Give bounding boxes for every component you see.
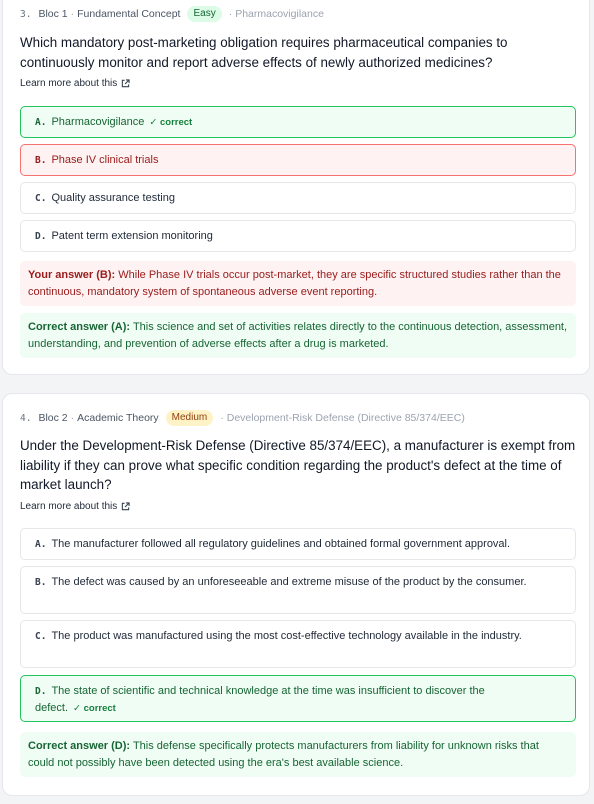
option-letter: B. [35, 154, 47, 166]
option-text-wrap [35, 628, 522, 645]
option-letter: A. [35, 116, 47, 128]
correct-answer-label: Correct answer (A): [28, 321, 131, 333]
option-letter: D. [35, 230, 47, 242]
topic-label: Development-Risk Defense (Directive 85/374/EEC) [226, 412, 465, 424]
question-meta [20, 6, 324, 22]
option-text-wrap [35, 683, 561, 717]
option-letter: C. [35, 631, 47, 642]
option-text: Pharmacovigilance [51, 115, 145, 128]
question-card-4 [2, 393, 590, 796]
option-text: The product was manufactured using the most cost-effective technology available in the industry. [51, 630, 522, 642]
question-text: Which mandatory post-marketing obligation requires pharmaceutical companies to continuously monitor and report adverse effects of newly authorized medicines? [20, 35, 508, 70]
learn-more-link[interactable] [20, 78, 130, 89]
correct-answer-text: This defense specifically protects manufacturers from liability for unknown risks that could not possibly have been detected using the era's best available science. [28, 740, 539, 769]
separator: · [70, 8, 75, 20]
learn-more-label: Learn more about this [20, 501, 118, 512]
option-text: Patent term extension monitoring [51, 229, 213, 242]
your-answer-label: Your answer (B): [28, 269, 116, 281]
correct-tag: ✓ correct [149, 116, 193, 128]
bloc-label: Bloc 1 [38, 8, 68, 20]
separator: · [228, 8, 233, 20]
correct-answer-text: This science and set of activities relates directly to the continuous detection, assessment, understanding, and prevention of adverse effects after a drug is marketed. [28, 321, 568, 350]
difficulty-badge: Medium [166, 410, 214, 426]
option-letter: C. [35, 192, 47, 204]
question-card-3 [2, 0, 590, 375]
external-link-icon [121, 79, 130, 88]
correct-answer-explanation [20, 732, 576, 777]
option-c[interactable] [20, 182, 576, 214]
option-d[interactable] [20, 220, 576, 252]
external-link-icon [121, 502, 130, 511]
option-text: Phase IV clinical trials [51, 153, 159, 166]
question-number: 4. [20, 412, 32, 424]
option-c[interactable] [20, 620, 576, 668]
question-number: 3. [20, 8, 32, 20]
learn-more-link[interactable] [20, 501, 130, 512]
option-text: The manufacturer followed all regulatory guidelines and obtained formal government approval. [51, 537, 511, 550]
separator: · [220, 412, 224, 424]
separator: · [70, 412, 75, 424]
topic-label: Pharmacovigilance [235, 8, 324, 20]
option-a[interactable] [20, 528, 576, 560]
your-answer-text: While Phase IV trials occur post-market, they are specific structured studies rather than the continuous, mandatory system of spontaneous adverse event reporting. [28, 269, 561, 298]
option-text: The state of scientific and technical knowledge at the time was insufficient to discover the defect. [35, 685, 485, 714]
learn-more-label: Learn more about this [20, 78, 118, 89]
category-label: Academic Theory [77, 412, 159, 424]
option-text-wrap [35, 574, 527, 591]
option-letter: B. [35, 577, 47, 588]
option-text: Quality assurance testing [51, 191, 175, 204]
option-b[interactable] [20, 144, 576, 176]
option-text: The defect was caused by an unforeseeable and extreme misuse of the product by the consumer. [51, 576, 527, 588]
option-a[interactable] [20, 106, 576, 138]
bloc-label: Bloc 2 [38, 412, 68, 424]
your-answer-explanation [20, 261, 576, 306]
difficulty-badge: Easy [187, 6, 221, 22]
question-meta [20, 410, 465, 426]
correct-tag: ✓ correct [73, 703, 116, 714]
correct-answer-label: Correct answer (D): [28, 740, 131, 752]
option-b[interactable] [20, 566, 576, 614]
category-label: Fundamental Concept [77, 8, 181, 20]
option-letter: D. [35, 686, 47, 697]
correct-answer-explanation [20, 313, 576, 358]
option-letter: A. [35, 538, 47, 550]
question-text: Under the Development-Risk Defense (Directive 85/374/EEC), a manufacturer is exempt from liability if they can prove what specific condition regarding the product's defect at the time of market launch? [20, 438, 576, 492]
option-d[interactable] [20, 675, 576, 722]
